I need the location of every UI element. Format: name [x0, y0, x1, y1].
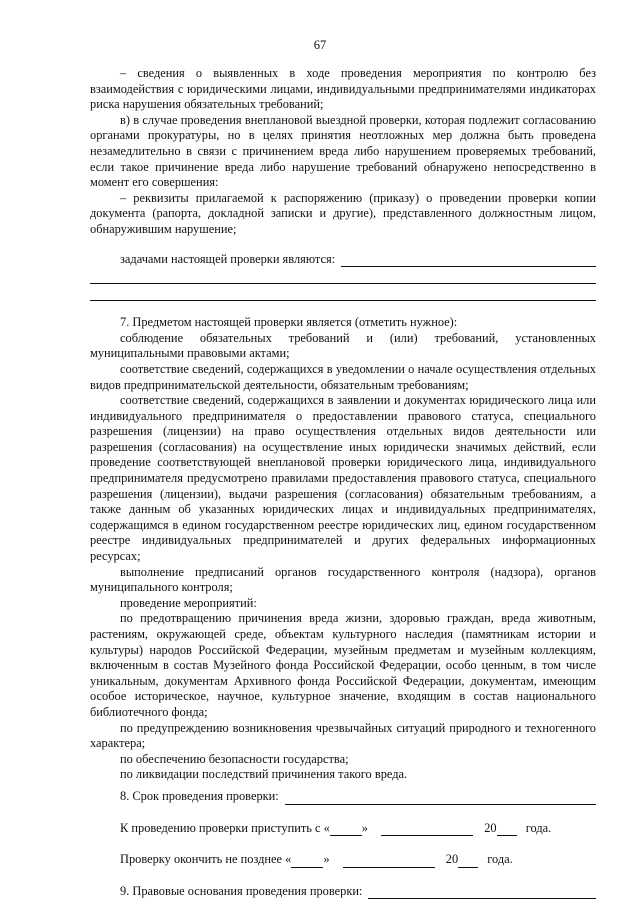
end-day-input[interactable]	[291, 855, 323, 868]
start-date-line	[90, 821, 596, 837]
tasks-row	[90, 244, 596, 268]
section7-item: выполнение предписаний органов государственного контроля (надзора), органов муниципального контроля;	[90, 564, 596, 595]
start-year-input[interactable]	[497, 823, 517, 836]
paragraph-document-details: – реквизиты прилагаемой к распоряжению (приказу) о проведении проверки копии документа (рапорта, докладной записки и другие), представленного должностным лицом, обнаружившим нарушение;	[90, 190, 596, 236]
start-year-prefix: 20	[484, 820, 497, 835]
section7-item: проведение мероприятий:	[120, 595, 257, 610]
tasks-label: задачами настоящей проверки являются:	[120, 251, 336, 266]
start-month-input[interactable]	[381, 823, 473, 836]
section9-heading: 9. Правовые основания проведения проверки:	[120, 883, 363, 898]
start-day-input[interactable]	[330, 823, 362, 836]
end-date-label: Проверку окончить не позднее «	[120, 852, 292, 867]
page-number: 67	[313, 38, 327, 52]
section7-item: по ликвидации последствий причинения такого вреда.	[120, 767, 408, 782]
end-year-suffix: года.	[487, 852, 513, 867]
section7-item: соблюдение обязательных требований и (или) требований, установленных муниципальными правовыми актами;	[90, 330, 596, 361]
section8-heading: 8. Срок проведения проверки:	[120, 788, 279, 803]
end-close-quote: »	[323, 852, 330, 867]
section7-item: соответствие сведений, содержащихся в заявлении и документах юридического лица или индивидуального предпринимателя о предоставлении правового статуса, специального разрешения (лицензии) на право осуществления отдельных видов деятельности или разрешения (согласования) на осуществление иных юридически значимых действий, если проведение соответствующей внеплановой проверки юридического лица, индивидуального предпринимателя предусмотрено правилами предоставления правового статуса, специального разрешения (лицензии), выдачи разрешения (согласования) обязательным требованиям, а также данным об указанных юридических лицах и индивидуальных предпринимателях, содержащимся в едином государственном реестре юридических лиц, едином государственном реестре индивидуальных предпринимателей и других федеральных информационных ресурсах;	[90, 393, 596, 564]
section9-row	[90, 884, 596, 900]
start-year-suffix: года.	[525, 820, 552, 835]
tasks-input-line-2[interactable]	[90, 267, 596, 284]
section7-item: по обеспечению безопасности государства;	[120, 751, 349, 766]
section7-item: по предотвращению причинения вреда жизни, здоровью граждан, вреда животным, растениям, окружающей среде, объектам культурного наследия (памятникам истории и культуры) народов Российской Федерации, музейным предметам и музейным коллекциям, включенным в состав Музейного фонда Российской Федерации, особо ценным, в том числе уникальным, документам Архивного фонда Российской Федерации, документам, имеющим особое историческое, научное, культурное значение, входящим в состав национального библиотечного фонда;	[90, 611, 596, 719]
end-year-prefix: 20	[445, 852, 459, 867]
end-year-input[interactable]	[458, 855, 478, 868]
tasks-input-line-3[interactable]	[90, 284, 596, 301]
start-date-label: К проведению проверки приступить с «	[120, 820, 330, 835]
section7-item: по предупреждению возникновения чрезвычайных ситуаций природного и техногенного характера;	[90, 720, 596, 751]
end-month-input[interactable]	[343, 855, 435, 868]
section8-row	[90, 789, 596, 805]
section7-heading: 7. Предметом настоящей проверки является (отметить нужное):	[120, 315, 458, 330]
inspection-period-input[interactable]	[285, 792, 596, 805]
legal-basis-input[interactable]	[368, 886, 596, 899]
document-body	[90, 66, 596, 899]
end-date-line	[90, 852, 596, 868]
section7-item: соответствие сведений, содержащихся в уведомлении о начале осуществления отдельных видов предпринимательской деятельности, обязательным требованиям;	[90, 361, 596, 392]
paragraph-violations-indicators: – сведения о выявленных в ходе проведения мероприятия по контролю без взаимодействия с юридическими лицами, индивидуальными предпринимателями индикаторах риска нарушения обязательных требований;	[90, 66, 596, 112]
tasks-input-line[interactable]	[341, 254, 596, 267]
paragraph-unscheduled-inspection: в) в случае проведения внеплановой выездной проверки, которая подлежит согласованию органами прокуратуры, но в целях принятия неотложных мер должна быть проведена незамедлительно в связи с причинением вреда либо нарушением проверяемых требований, если такое причинение вреда либо нарушение требований обнаружено непосредственно в момент его совершения:	[90, 112, 596, 190]
start-close-quote: »	[361, 820, 368, 835]
